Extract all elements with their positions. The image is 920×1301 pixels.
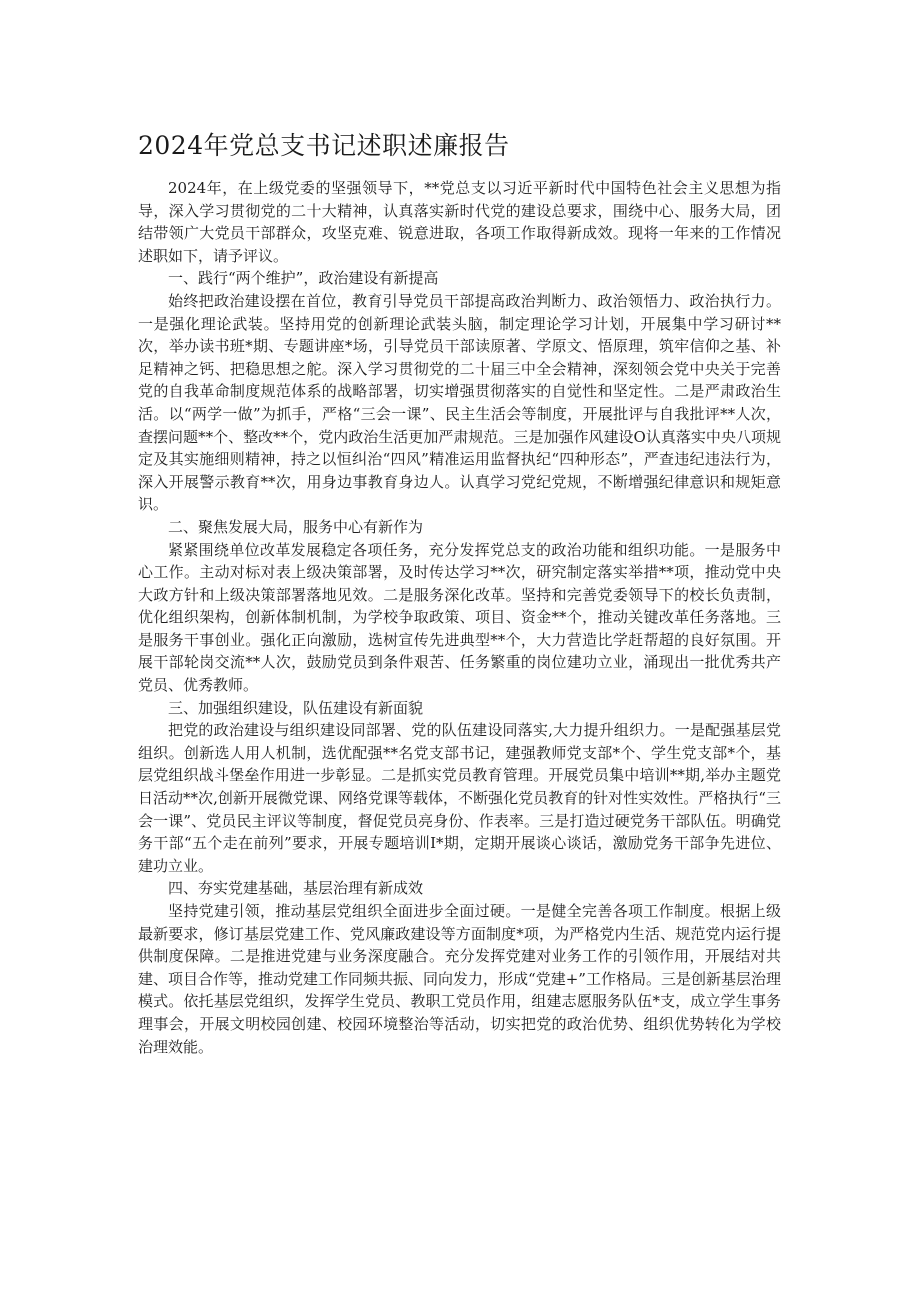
section-heading-3: 三、加强组织建设，队伍建设有新面貌: [168, 698, 424, 717]
section-heading-4: 四、夯实党建基础，基层治理有新成效: [168, 879, 424, 898]
section-paragraph-1: 始终把政治建设摆在首位，教育引导党员干部提高政治判断力、政治领悟力、政治执行力。一是强化理论武装。坚持用党的创新理论武装头脑，制定理论学习计划，开展集中学习研讨**次，举办读书班*期、专题讲座*场，引导党员干部读原著、学原文、悟原理，筑牢信仰之基、补足精神之钙、把稳思想之舵。深入学习贯彻党的二十届三中全会精神，深刻领会党中央关于完善党的自我革命制度规范体系的战略部署，切实增强贯彻落实的自觉性和坚定性。二是严肃政治生活。以“两学一做”为抓手，严格“三会一课”、民主生活会等制度，开展批评与自我批评**人次，查摆问题**个、整改**个，党内政治生活更加严肃规范。三是加强作风建设O认真落实中央八项规定及其实施细则精神，持之以恒纠治“四风”精准运用监督执纪“四种形态”，严查违纪违法行为，深入开展警示教育**次，用身边事教育身边人。认真学习党纪党规，不断增强纪律意识和规矩意识。: [138, 291, 781, 514]
section-paragraph-3: 把党的政治建设与组织建设同部署、党的队伍建设同落实,大力提升组织力。一是配强基层党组织。创新选人用人机制，选优配强**名党支部书记，建强教师党支部*个、学生党支部*个，基层党组织战斗堡垒作用进一步彰显。二是抓实党员教育管理。开展党员集中培训**期,举办主题党日活动**次,创新开展微党课、网络党课等载体，不断强化党员教育的针对性实效性。严格执行“三会一课”、党员民主评议等制度，督促党员亮身份、作表率。三是打造过硬党务干部队伍。明确党务干部“五个走在前列”要求，开展专题培训I*期，定期开展谈心谈话，激励党务干部争先进位、建功立业。: [138, 721, 781, 875]
section-paragraph-2: 紧紧围绕单位改革发展稳定各项任务，充分发挥党总支的政治功能和组织功能。一是服务中心工作。主动对标对表上级决策部署，及时传达学习**次，研究制定落实举措**项，推动党中央大政方针和上级决策部署落地见效。二是服务深化改革。坚持和完善党委领导下的校长负责制，优化组织架构，创新体制机制，为学校争取政策、项目、资金**个，推动关键改革任务落地。三是服务干事创业。强化正向激励，选树宣传先进典型**个，大力营造比学赶帮超的良好氛围。开展干部轮岗交流**人次，鼓励党员到条件艰苦、任务繁重的岗位建功立业，涌现出一批优秀共产党员、优秀教师。: [138, 540, 781, 695]
section-paragraph-4: 坚持党建引领，推动基层党组织全面进步全面过硬。一是健全完善各项工作制度。根据上级最新要求，修订基层党建工作、党风廉政建设等方面制度*项，为严格党内生活、规范党内运行提供制度保障。二是推进党建与业务深度融合。充分发挥党建对业务工作的引领作用，开展结对共建、项目合作等，推动党建工作同频共振、同向发力，形成“党建+”工作格局。三是创新基层治理模式。依托基层党组织，发挥学生党员、教职工党员作用，组建志愿服务队伍*支，成立学生事务理事会，开展文明校园创建、校园环境整治等活动，切实把党的政治优势、组织优势转化为学校治理效能。: [138, 902, 781, 1056]
section-heading-2: 二、聚焦发展大局，服务中心有新作为: [168, 517, 424, 536]
intro-paragraph: 2024年，在上级党委的坚强领导下，**党总支以习近平新时代中国特色社会主义思想为指导，深入学习贯彻党的二十大精神，认真落实新时代党的建设总要求，围绕中心、服务大局，团结带领广大党员干部群众，攻坚克难、锐意进取，各项工作取得新成效。现将一年来的工作情况述职如下，请予评议。: [138, 179, 781, 265]
section-heading-1: 一、践行“两个维护”，政治建设有新提高: [168, 269, 439, 288]
document-body: [138, 177, 781, 1058]
document-title: 2024年党总支书记述职述廉报告: [138, 131, 510, 160]
